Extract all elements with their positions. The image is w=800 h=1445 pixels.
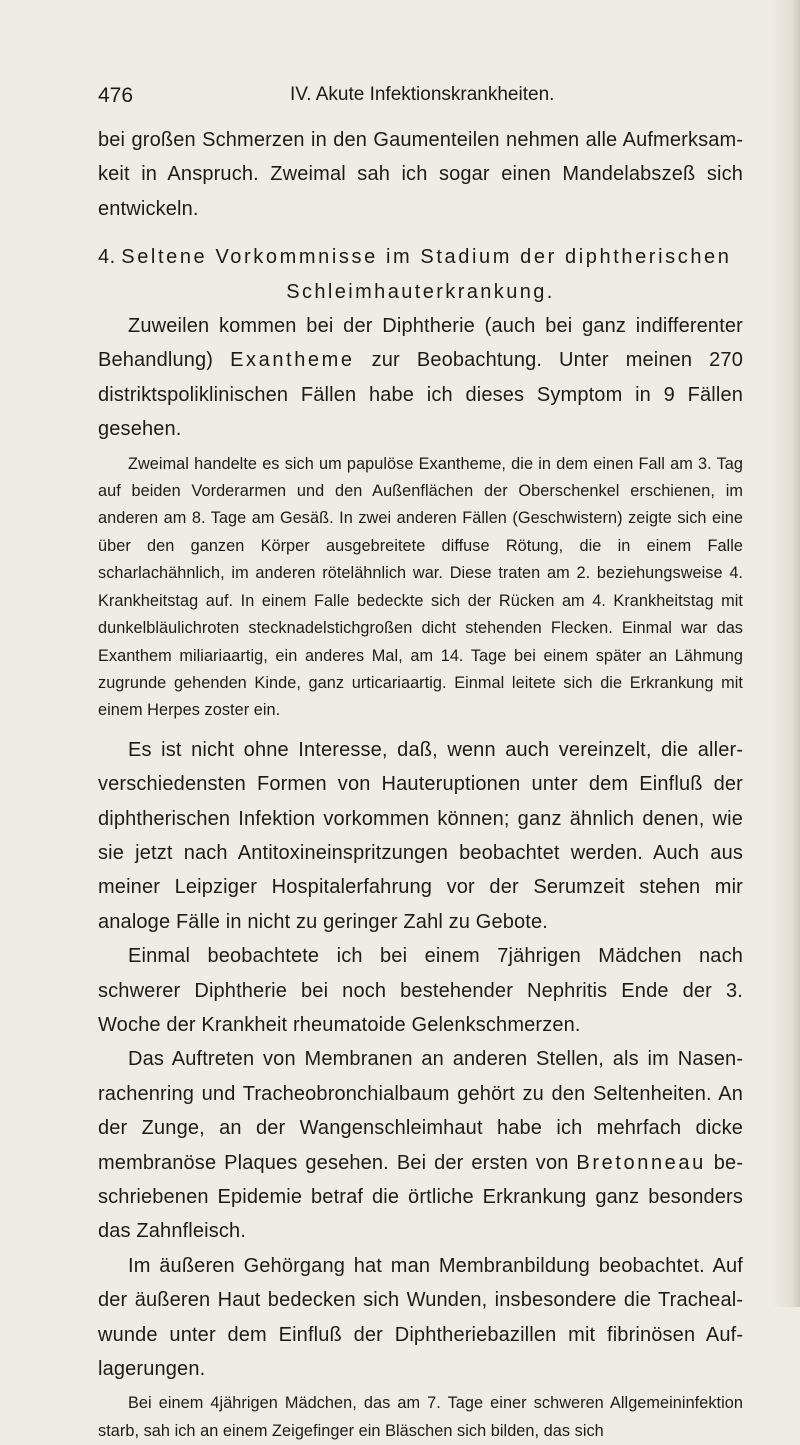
running-title: IV. Akute Infektionskrankheiten.: [290, 84, 555, 105]
paragraph-5-text: Das Auftreten von Membranen an anderen Stellen, als im Nasenrachenring und Tracheobronchialbaum gehört zu den Seltenheiten. An der Zunge, an der Wangenschleimhaut habe ich mehrfach dicke membranöse Plaques gesehen. Bei der ersten von: [98, 1048, 743, 1174]
section-number: 4.: [98, 246, 116, 269]
emphasis-bretonneau: Bretonneau: [576, 1151, 706, 1174]
paragraph-2-rest: zur Beobachtung. Unter meinen 270 distriktspoliklinischen Fällen habe ich dieses Symptom in 9 Fällen gesehen.: [98, 349, 743, 441]
paragraph-5-rest: beschriebenen Epidemie betraf die örtliche Erkrankung ganz besonders das Zahnfleisch.: [98, 1151, 743, 1243]
paragraph-6: Im äußeren Gehörgang hat man Membranbildung beobachtet. Auf der äußeren Haut bedecken sich Wunden, insbesondere die Trachealwunde unter dem Einfluß der Diphtheriebazillen mit fibrinösen Auflagerungen.: [98, 1254, 743, 1381]
paragraph-5: [98, 1042, 743, 1248]
section-title-line-1: Seltene Vorkommnisse im Stadium der diphtherischen: [121, 246, 732, 269]
paragraph-2: [98, 309, 743, 447]
small-print-paragraph-1: Zweimal handelte es sich um papulöse Exantheme, die in dem einen Fall am 3. Tag auf beiden Vorderarmen und den Außenflächen der Oberschenkel erschienen, im anderen am 8. Tage am Gesäß. In zwei anderen Fällen (Geschwistern) zeigte sich eine über den ganzen Körper ausgebreitete diffuse Rötung, die in einem Falle scharlachähnlich, im anderen rötelähnlich war. Diese traten am 2. beziehungsweise 4. Krankheitstag auf. In einem Falle bedeckte sich der Rücken am 4. Krankheitstag mit dunkelbläulichroten stecknadelstichgroßen dicht stehenden Flecken. Einmal war das Exanthem miliariaartig, ein anderes Mal, am 14. Tage bei einem später an Lähmung zugrunde gehenden Kinde, ganz urticariaartig. Einmal leitete sich die Erkrankung mit einem Herpes zoster ein.: [98, 454, 743, 720]
paragraph-1: bei großen Schmerzen in den Gaumenteilen nehmen alle Aufmerksamkeit in Anspruch. Zweimal sah ich sogar einen Mandelabszeß sich entwickeln.: [98, 129, 743, 220]
page-edge-shadow: [772, 0, 800, 1307]
paragraph-2-text: Zuweilen kommen bei der Diphtherie (auch bei ganz indifferenter Behandlung): [98, 315, 743, 372]
body-text: [98, 123, 743, 1445]
page-number: 476: [98, 84, 134, 107]
paragraph-3: Es ist nicht ohne Interesse, daß, wenn auch vereinzelt, die allerverschiedensten Formen von Hauteruptionen unter dem Einfluß der diphtherischen Infektion vorkommen können; ganz ähnlich denen, wie sie jetzt nach Antitoxineinspritzungen beobachtet werden. Auch aus meiner Leipziger Hospitalerfahrung vor der Serumzeit stehen mir analoge Fälle in nicht zu geringer Zahl zu Gebote.: [98, 738, 743, 933]
paragraph-4: Einmal beobachtete ich bei einem 7jährigen Mädchen nach schwerer Diphtherie bei noch bestehender Nephritis Ende der 3. Woche der Krankheit rheumatoide Gelenkschmerzen.: [98, 945, 743, 1036]
section-title-line-2: Schleimhauterkrankung.: [286, 280, 555, 303]
emphasis-exantheme: Exantheme: [230, 349, 355, 372]
small-print-paragraph-2: Bei einem 4jährigen Mädchen, das am 7. Tage einer schweren Allgemeininfektion starb, sah ich an einem Zeigefinger ein Bläschen sich bilden, das sich: [98, 1394, 743, 1440]
page-header: [0, 84, 800, 114]
section-heading-4: [98, 240, 743, 309]
